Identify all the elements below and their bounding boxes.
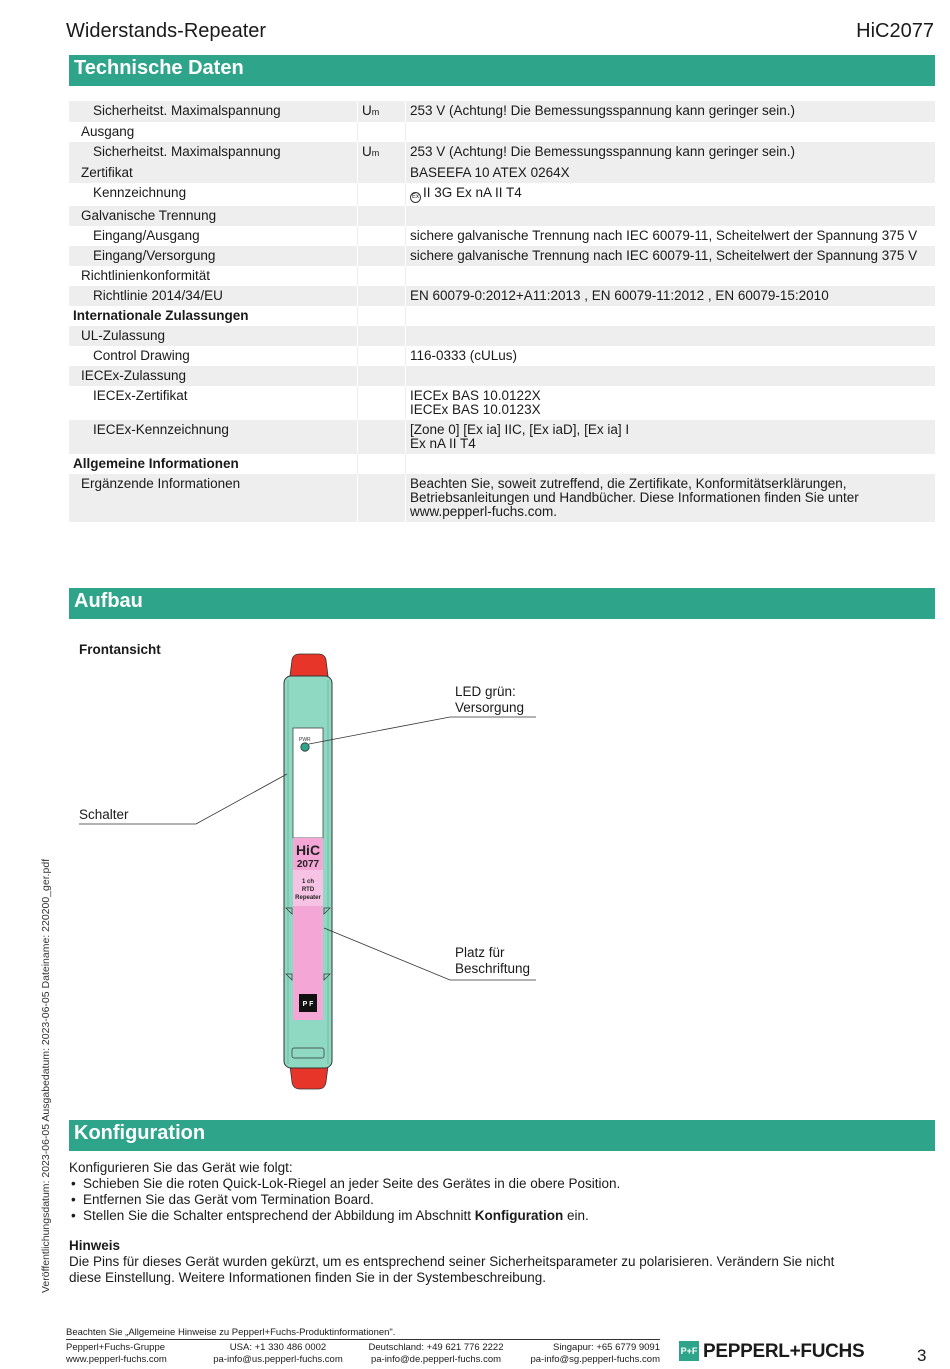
footer-usa-phone: USA: +1 330 486 0002 [229, 1342, 327, 1353]
front-view-label: Frontansicht [79, 642, 161, 657]
spec-value: 253 V (Achtung! Die Bemessungsspannung kann geringer sein.) [410, 144, 795, 159]
spec-label: Allgemeine Informationen [73, 456, 239, 471]
spec-value: EN 60079-0:2012+A11:2013 , EN 60079-11:2012 , EN 60079-15:2010 [410, 288, 829, 303]
footer-sg-email[interactable]: pa-info@sg.pepperl-fuchs.com [530, 1354, 660, 1365]
bottom-grip [292, 1048, 324, 1058]
device-logo-text: P F [302, 1001, 314, 1008]
spec-symbol-subscript: m [371, 148, 380, 158]
spec-label: IECEx-Zertifikat [93, 388, 188, 403]
ex-hexagon-icon: Ex [410, 192, 421, 203]
spec-label: Kennzeichnung [93, 185, 187, 200]
step3-suffix: ein. [563, 1208, 589, 1223]
pwr-label: PWR [299, 737, 311, 743]
hinweis-title: Hinweis [69, 1238, 121, 1253]
footer-divider [66, 1339, 660, 1340]
device-desc-3: Repeater [295, 895, 321, 901]
spec-value: IECEx BAS 10.0122X IECEx BAS 10.0123X [410, 388, 541, 417]
footer-group-web[interactable]: www.pepperl-fuchs.com [66, 1354, 167, 1365]
spec-label: Richtlinienkonformität [81, 268, 211, 283]
device-desc-1: 1 ch [301, 879, 315, 885]
callout-line-led [309, 717, 536, 744]
spec-symbol: U [362, 144, 372, 159]
side-label [40, 858, 52, 1369]
konfiguration-body [69, 1160, 869, 1286]
callout-label-line1: Platz für [455, 945, 505, 960]
pwr-led [301, 743, 309, 751]
spec-value: sichere galvanische Trennung nach IEC 60079-11, Scheitelwert der Spannung 375 V [410, 228, 918, 243]
spec-label: IECEx-Kennzeichnung [93, 422, 229, 437]
bottom-quick-lok-lever [290, 1066, 328, 1089]
spec-label: Internationale Zulassungen [73, 308, 249, 323]
spec-value: 253 V (Achtung! Die Bemessungsspannung kann geringer sein.) [410, 103, 795, 118]
spec-label: Sicherheitst. Maximalspannung [93, 144, 281, 159]
footer-sg-phone: Singapur: +65 6779 9091 [553, 1342, 660, 1353]
konfiguration-steps [69, 1176, 869, 1224]
spec-label: Zertifikat [81, 165, 133, 180]
section-header-konfiguration: Konfiguration [69, 1120, 935, 1151]
device-brand: HiC [295, 842, 321, 858]
spec-value: Beachten Sie, soweit zutreffend, die Zertifikate, Konformitätserklärungen, Betriebsanleitungen und Handbücher. Diese Informationen finden Sie unter www.pepperl-fuchs.com. [410, 476, 859, 519]
footer-usa-email[interactable]: pa-info@us.pepperl-fuchs.com [213, 1354, 343, 1365]
spec-value: BASEEFA 10 ATEX 0264X [410, 165, 570, 180]
footer-col-sg [522, 1342, 660, 1366]
spec-label: Sicherheitst. Maximalspannung [93, 103, 281, 118]
document-title: Widerstands-Repeater [66, 20, 267, 42]
spec-label: Ausgang [81, 124, 135, 139]
logo-mark-icon: P+F [679, 1341, 699, 1361]
spec-label: Ergänzende Informationen [81, 476, 241, 491]
footer-col-de [364, 1342, 508, 1366]
model-number: HiC2077 [856, 20, 934, 42]
spec-value: II 3G Ex nA II T4 [423, 185, 522, 200]
footer-de-phone: Deutschland: +49 621 776 2222 [368, 1342, 504, 1353]
spec-label: Control Drawing [93, 348, 190, 363]
footer-group-name: Pepperl+Fuchs-Gruppe [66, 1342, 166, 1353]
section-header-technische-daten: Technische Daten [69, 55, 935, 86]
page-number: 3 [917, 1346, 927, 1365]
callout-led-line2: Versorgung [455, 700, 525, 715]
callout-label-area [455, 945, 530, 977]
spec-label: Galvanische Trennung [81, 208, 217, 223]
step3-bold: Konfiguration [474, 1208, 564, 1223]
spec-value: [Zone 0] [Ex ia] IIC, [Ex iaD], [Ex ia] I Ex nA II T4 [410, 422, 630, 451]
spec-label: UL-Zulassung [81, 328, 166, 343]
callout-led-line1: LED grün: [455, 684, 516, 699]
footer-note: Beachten Sie „Allgemeine Hinweise zu Pepperl+Fuchs-Produktinformationen". [66, 1327, 396, 1338]
side-label-text: Veröffentlichungsdatum: 2023-06-05 Ausgabedatum: 2023-06-05 Dateiname: 220200_ger.pdf [40, 858, 52, 1293]
spec-value: 116-0333 (cULus) [410, 348, 518, 363]
spec-label: Eingang/Versorgung [93, 248, 216, 263]
spec-label: Eingang/Ausgang [93, 228, 200, 243]
spec-label: IECEx-Zulassung [81, 368, 187, 383]
top-quick-lok-lever [290, 654, 328, 676]
spec-value: sichere galvanische Trennung nach IEC 60079-11, Scheitelwert der Spannung 375 V [410, 248, 918, 263]
konfiguration-step-2: • Entfernen Sie das Gerät vom Termination Board. [69, 1192, 869, 1208]
footer-col-usa [210, 1342, 346, 1366]
hinweis-text: Die Pins für dieses Gerät wurden gekürzt, um es entsprechend seiner Sicherheitsparameter zu polarisieren. Verändern Sie nicht diese Einstellung. Weitere Informationen finden Sie in der Systembeschreibung. [69, 1254, 835, 1285]
spec-symbol-subscript: m [371, 107, 380, 117]
konfiguration-step-1: • Schieben Sie die roten Quick-Lok-Riegel an jeder Seite des Gerätes in die obere Position. [69, 1176, 869, 1192]
callout-led [455, 684, 524, 716]
callout-label-line2: Beschriftung [455, 961, 531, 976]
konfiguration-intro: Konfigurieren Sie das Gerät wie folgt: [69, 1160, 293, 1175]
callout-switch: Schalter [79, 807, 129, 822]
footer-de-email[interactable]: pa-info@de.pepperl-fuchs.com [370, 1354, 502, 1365]
section-header-aufbau: Aufbau [69, 588, 935, 619]
spec-label: Richtlinie 2014/34/EU [93, 288, 223, 303]
footer-col-group [66, 1342, 167, 1366]
logo-text: PEPPERL+FUCHS [703, 1341, 865, 1362]
step3-prefix: Stellen Sie die Schalter entsprechend der Abbildung im Abschnitt [83, 1208, 475, 1223]
spec-symbol: U [362, 103, 372, 118]
device-desc-2: RTD [301, 887, 315, 893]
device-model: 2077 [296, 859, 320, 870]
konfiguration-step-3 [69, 1208, 869, 1224]
